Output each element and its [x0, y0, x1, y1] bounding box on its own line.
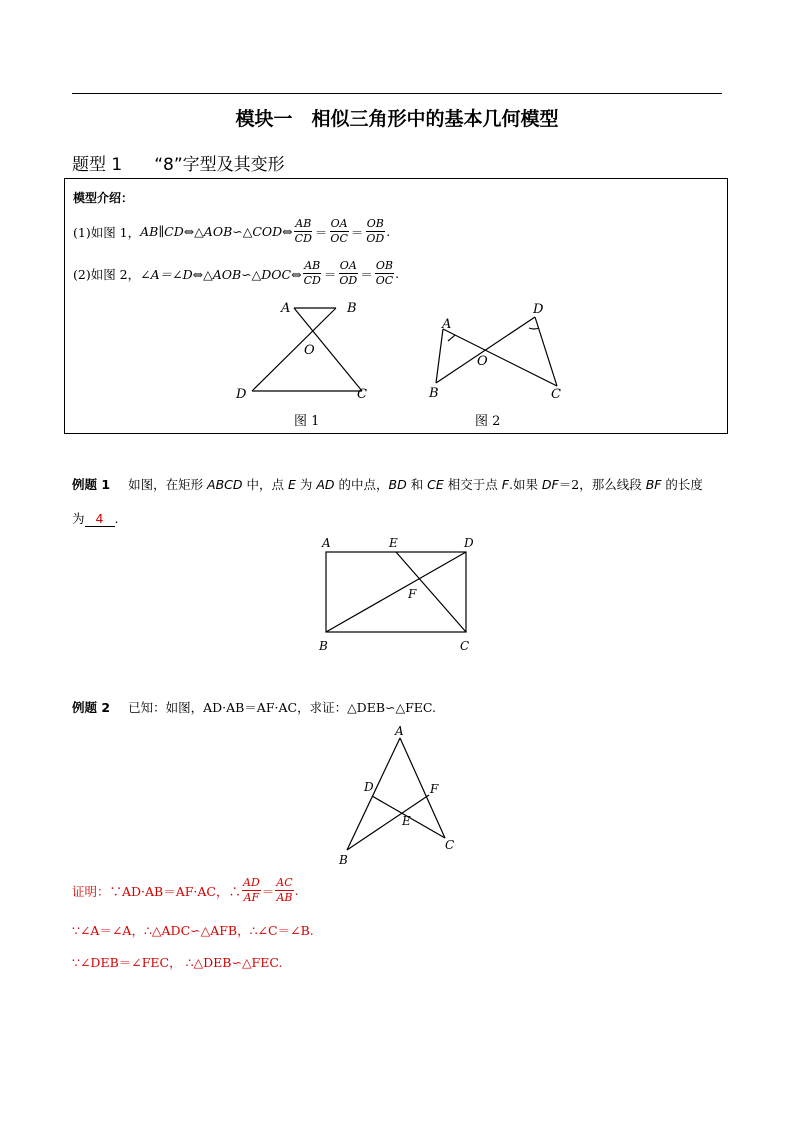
section-name: “8”字型及其变形 — [154, 155, 285, 175]
fig1-label-A: A — [281, 301, 291, 316]
ex2-label-B: B — [339, 853, 348, 867]
fraction: $\frac{AB}{CD}$ — [303, 259, 321, 287]
fig2-label-A: A — [442, 317, 452, 332]
proof-line-2: ∵∠A＝∠A，∴△ADC∽△AFB，∴∠C＝∠B. — [72, 923, 314, 938]
fig1-label-D: D — [236, 387, 247, 402]
fig1-label-B: B — [347, 301, 357, 316]
fig2-label-O: O — [477, 354, 488, 369]
fraction: $\frac{OA}{OC}$ — [330, 217, 348, 245]
page-title: 模块一 相似三角形中的基本几何模型 — [235, 108, 559, 130]
proof-line-3: ∵∠DEB＝∠FEC， ∴△DEB∽△FEC. — [72, 955, 283, 970]
fig2-label-D: D — [533, 302, 544, 317]
ex1-label-B: B — [319, 639, 328, 653]
model-intro-box — [64, 178, 728, 434]
example-1-line-1: 例题 1 如图，在矩形 ABCD 中，点 E 为 AD 的中点，BD 和 CE 相交于点 F.如果 DF＝2，那么线段 BF 的长度 — [72, 477, 703, 492]
fraction: $\frac{OA}{OD}$ — [339, 259, 358, 287]
ex2-label-C: C — [445, 838, 455, 852]
example-2-figure — [330, 718, 470, 868]
fig1-label-C: C — [357, 387, 367, 402]
example-2-label: 例题 2 — [72, 700, 111, 715]
fig1-caption: 图 1 — [294, 414, 320, 429]
proof-line-1: 证明：∵AD·AB＝AF·AC，∴ $\frac{AD}{AF}$ ＝ $\frac{AC}{AB}$ . — [72, 876, 299, 904]
model-line-1-condition: AB∥CD⇔△AOB∽△COD⇔ — [140, 224, 293, 239]
model-figures — [65, 179, 729, 435]
fraction: $\frac{OB}{OD}$ — [366, 217, 385, 245]
proof-fraction-1: $\frac{AD}{AF}$ — [243, 876, 260, 904]
ex1-label-E: E — [389, 536, 398, 550]
top-rule — [72, 93, 722, 94]
example-1-line-2: 为 4 . — [72, 511, 119, 526]
fraction: $\frac{OB}{OC}$ — [375, 259, 394, 287]
ex1-label-D: D — [464, 536, 474, 550]
model-line-2-prefix: (2)如图 2， — [73, 266, 141, 282]
fraction: $\frac{AB}{CD}$ — [294, 217, 312, 245]
model-intro-heading: 模型介绍： — [73, 191, 134, 205]
ex2-label-E: E — [402, 814, 411, 828]
example-2-line — [72, 698, 436, 716]
example-2-text: 已知：如图，AD·AB＝AF·AC，求证：△DEB∽△FEC. — [128, 700, 436, 715]
example-1-figure — [310, 532, 490, 656]
model-line-1-prefix: (1)如图 1， — [73, 224, 141, 240]
fig2-label-C: C — [551, 387, 561, 402]
model-line-2: (2)如图 2， ∠A＝∠D⇔△AOB∽△DOC⇔ $\frac{AB}{CD}$ ＝ $\frac{OA}{OD}$ ＝ $\frac{OB}{OC}$ . — [73, 259, 400, 287]
ex2-label-F: F — [430, 782, 439, 796]
model-line-2-condition: ∠A＝∠D⇔△AOB∽△DOC⇔ — [140, 266, 302, 282]
fig2-label-B: B — [429, 386, 439, 401]
figure-2 — [436, 317, 557, 386]
ex1-label-A: A — [322, 536, 331, 550]
example-1-label: 例题 1 — [72, 477, 111, 492]
example-1-answer: 4 — [85, 511, 115, 527]
section-label: 题型 1 — [72, 155, 123, 175]
model-line-1: (1)如图 1， AB∥CD⇔△AOB∽△COD⇔ $\frac{AB}{CD}$ ＝ $\frac{OA}{OC}$ ＝ $\frac{OB}{OD}$ . — [73, 217, 391, 245]
proof-fraction-2: $\frac{AC}{AB}$ — [276, 876, 293, 904]
ex2-label-A: A — [395, 724, 404, 738]
section-heading — [72, 150, 285, 175]
ex1-label-C: C — [460, 639, 470, 653]
ex2-label-D: D — [364, 780, 374, 794]
fig2-caption: 图 2 — [475, 414, 501, 429]
fig1-label-O: O — [304, 343, 315, 358]
ex1-label-F: F — [408, 587, 417, 601]
